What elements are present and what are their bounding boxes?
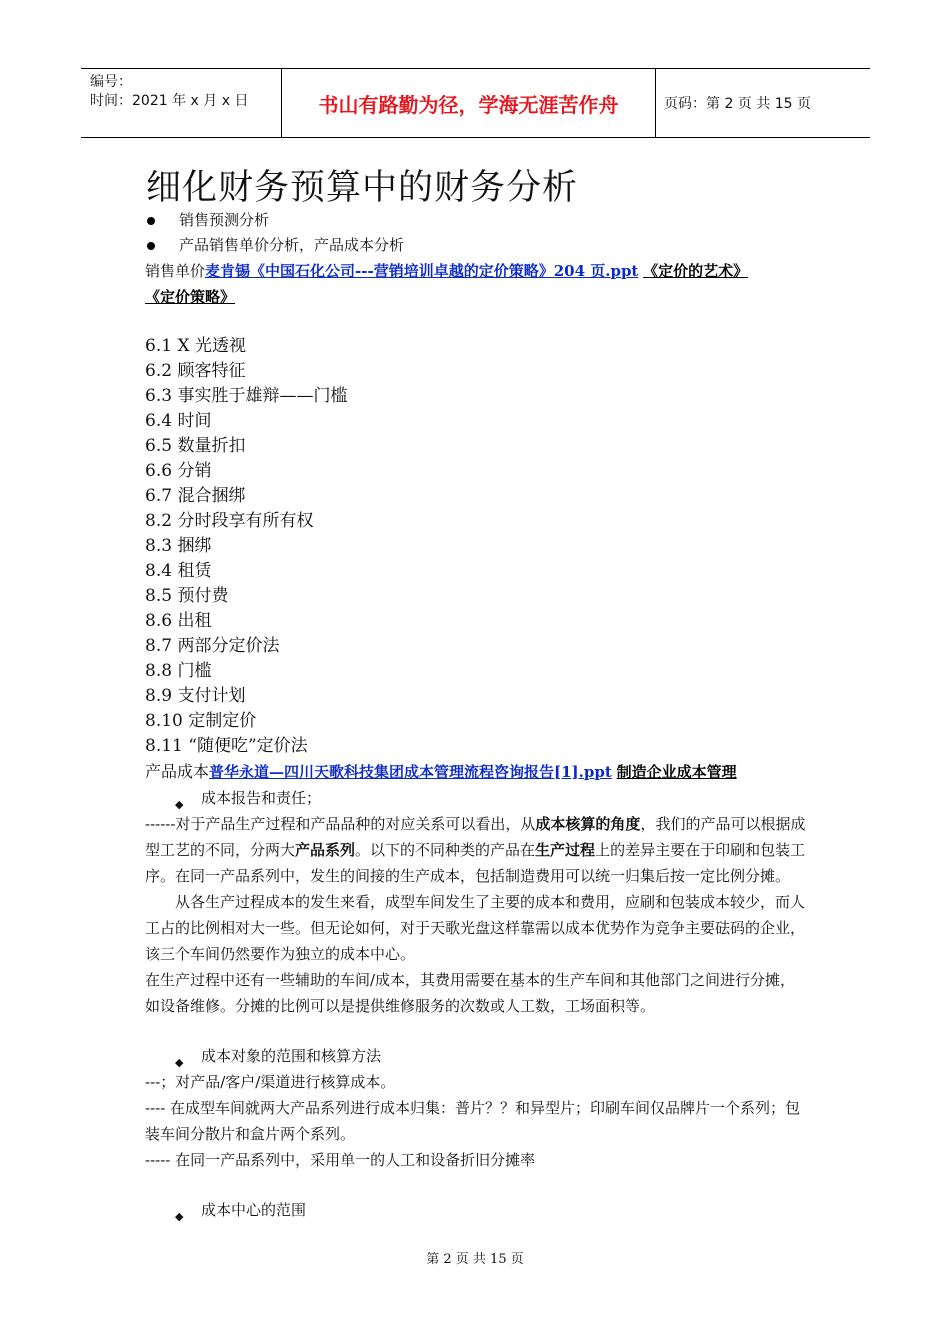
list-item: 6.3 事实胜于雄辩——门槛 (145, 386, 348, 406)
list-item: 6.6 分销 (145, 461, 212, 481)
list-item: 8.3 捆绑 (145, 536, 212, 556)
list-item: 6.5 数量折扣 (145, 436, 246, 456)
diamond-bullet-icon: ◆ (175, 798, 184, 811)
bullet-text: 销售预测分析 (179, 211, 270, 229)
motto: 书山有路勤为径，学海无涯苦作舟 (282, 69, 656, 137)
cost-report-paragraph-1: ------对于产品生产过程和产品品种的对应关系可以看出，从成本核算的角度，我们的产品可以根据成型工艺的不同，分两大产品系列。以下的不同种类的产品在生产过程上的差异主要在于印刷和包装工序。在同一产品系列中，发生的间接的生产成本，包括制造费用可以统一归集后按一定比例分摊。 (145, 815, 806, 885)
page-title: 细化财务预算中的财务分析 (146, 168, 579, 208)
bullet-text: 成本报告和责任； (201, 789, 322, 807)
product-cost-prefix: 产品成本 (145, 762, 210, 781)
list-item: 6.2 顾客特征 (145, 361, 246, 381)
list-item: 8.6 出租 (145, 611, 212, 631)
bullet-text: 成本中心的范围 (201, 1201, 307, 1219)
list-item: 6.1 X 光透视 (145, 336, 246, 356)
cost-object-line-2: ---- 在成型车间就两大产品系列进行成本归集：普片？？和异型片；印刷车间仅品牌片一个系列；包装车间分散片和盒片两个系列。 (145, 1099, 801, 1143)
mckinsey-ppt-link[interactable]: 麦肯锡《中国石化公司---营销培训卓越的定价策略》204 页.ppt (205, 262, 639, 280)
sales-price-prefix: 销售单价 (145, 262, 206, 280)
product-cost-line (145, 759, 810, 785)
list-item (145, 785, 810, 811)
bullet-dot-icon (147, 217, 155, 225)
pricing-strategy-link[interactable]: 《定价策略》 (145, 288, 236, 306)
bullet-dot-icon (147, 242, 155, 250)
list-item (145, 1197, 810, 1223)
number-label: 编号： (90, 74, 132, 90)
diamond-bullet-icon: ◆ (175, 1056, 184, 1069)
pwc-ppt-link[interactable]: 普华永道—四川天歌科技集团成本管理流程咨询报告[1].ppt (209, 763, 612, 781)
list-item (145, 1043, 810, 1069)
list-item: 8.2 分时段享有所有权 (145, 511, 314, 531)
page-info: 页码：第 2 页 共 15 页 (664, 96, 811, 112)
pricing-art-link[interactable]: 《定价的艺术》 (643, 262, 749, 280)
bullet-text: 产品销售单价分析，产品成本分析 (179, 236, 405, 254)
sales-price-line (145, 258, 810, 310)
list-item: 8.11 “随便吃”定价法 (145, 736, 308, 756)
list-item: 6.7 混合捆绑 (145, 486, 246, 506)
cost-object-line-3: ----- 在同一产品系列中，采用单一的人工和设备折旧分摊率 (145, 1151, 536, 1169)
list-item: 8.8 门槛 (145, 661, 212, 681)
header-table (81, 68, 870, 138)
bullet-text: 成本对象的范围和核算方法 (201, 1047, 382, 1065)
cost-object-line-1: ---；对产品/客户/渠道进行核算成本。 (145, 1073, 396, 1091)
time-text: 时间：2021 年 x 月 x 日 (90, 93, 249, 109)
list-item: 6.4 时间 (145, 411, 212, 431)
list-item (145, 208, 810, 233)
list-item: 8.9 支付计划 (145, 686, 246, 706)
list-item: 8.10 定制定价 (145, 711, 257, 731)
diamond-bullet-icon: ◆ (175, 1210, 184, 1223)
list-item: 8.4 租赁 (145, 561, 212, 581)
list-item: 8.5 预付费 (145, 586, 229, 606)
section-list (145, 334, 810, 759)
document-body (145, 208, 810, 1223)
list-item: 8.7 两部分定价法 (145, 636, 280, 656)
cost-report-paragraph-2: 从各生产过程成本的发生来看，成型车间发生了主要的成本和费用，应刷和包装成本较少，而人工占的比例相对大一些。但无论如何，对于天歌光盘这样靠需以成本优势作为竞争主要砝码的企业，该三个车间仍然要作为独立的成本中心。 (145, 893, 806, 963)
cost-report-paragraph-3: 在生产过程中还有一些辅助的车间/成本，其费用需要在基本的生产车间和其他部门之间进行分摊，如设备维修。分摊的比例可以是提供维修服务的次数或人工数，工场面积等。 (145, 971, 796, 1015)
manufacturing-cost-link[interactable]: 制造企业成本管理 (616, 763, 737, 781)
page-footer: 第 2 页 共 15 页 (426, 1252, 524, 1267)
header-left-cell (81, 69, 282, 137)
list-item (145, 233, 810, 258)
